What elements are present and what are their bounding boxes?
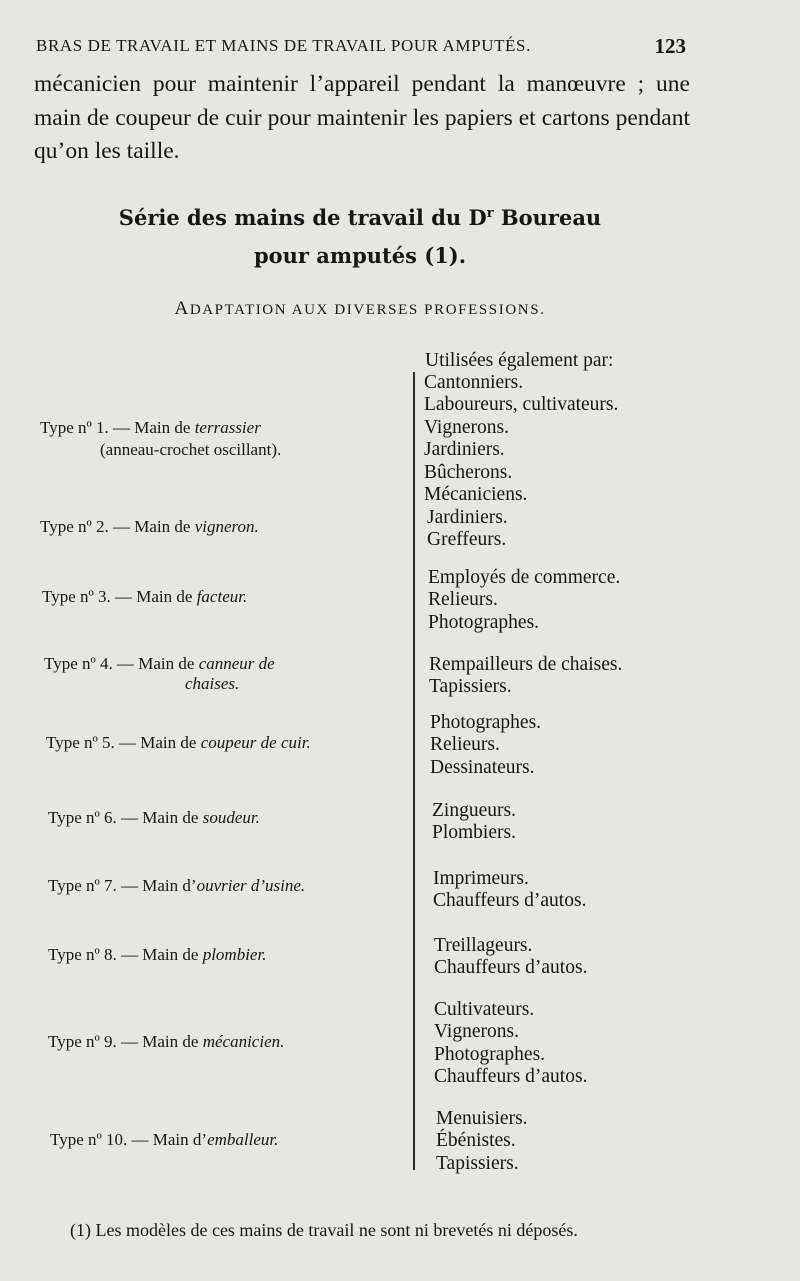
profession-item: Employés de commerce.: [428, 567, 621, 588]
column-divider-rule: [413, 372, 415, 1170]
type-tool: terrassier: [194, 418, 261, 437]
type-entry-2: [40, 517, 259, 537]
type-tool: soudeur.: [202, 808, 260, 827]
profession-item: Chauffeurs d’autos.: [433, 890, 587, 912]
type-dash: —: [131, 1130, 149, 1149]
type-main: Main de: [140, 733, 197, 752]
type-label: Type nº 7.: [48, 876, 117, 895]
profession-item: Cantonniers.: [424, 372, 524, 393]
column-header: Utilisées également par:: [425, 350, 614, 371]
type-dash: —: [115, 587, 133, 606]
profession-item: Photographes.: [434, 1043, 546, 1065]
type-dash: —: [121, 945, 139, 964]
profession-item: Zingueurs.: [432, 800, 516, 821]
type-label: Type nº 5.: [46, 733, 115, 752]
profession-item: Photographes.: [430, 712, 542, 733]
page-number: 123: [654, 34, 686, 58]
subheading-initial: A: [174, 298, 190, 319]
profession-item: Vignerons.: [434, 1021, 519, 1043]
profession-item: Treillageurs.: [434, 935, 533, 956]
section-heading-line-1: [40, 205, 680, 230]
section-heading-line-2: pour amputés (1).: [253, 243, 467, 268]
profession-item: Rempailleurs de chaises.: [429, 654, 623, 675]
type-tool: plombier.: [202, 945, 267, 964]
type-entry-8: [48, 945, 266, 965]
running-head: [36, 34, 686, 60]
profession-item: Chauffeurs d’autos.: [434, 957, 588, 979]
type-main: Main d’: [142, 876, 197, 895]
type-entry-6: [48, 808, 260, 828]
type-entry-5: [46, 733, 311, 753]
type-dash: —: [119, 733, 137, 752]
type-dash: —: [121, 1032, 139, 1051]
type-entry-1: [40, 418, 261, 438]
type-dash: —: [113, 418, 131, 437]
profession-item: Tapissiers.: [429, 676, 512, 698]
type-main: Main de: [134, 517, 191, 536]
profession-item: Photographes.: [428, 611, 540, 633]
type-tool: canneur de: [198, 654, 275, 673]
profession-item: Menuisiers.: [436, 1108, 528, 1129]
type-main: Main de: [142, 808, 199, 827]
profession-item: Chauffeurs d’autos.: [434, 1066, 588, 1088]
heading-text-post: Boureau: [493, 205, 602, 230]
heading-superscript: r: [486, 206, 494, 221]
profession-item: Laboureurs, cultivateurs.: [424, 394, 619, 416]
intro-paragraph: mécanicien pour maintenir l’appareil pendant la manœuvre ; une main de coupeur de cuir pour maintenir les papiers et cartons pendant qu’on les taille.: [34, 71, 690, 164]
type-tool: coupeur de cuir.: [200, 733, 311, 752]
type-label: Type nº 1.: [40, 418, 109, 437]
profession-item: Relieurs.: [428, 589, 498, 611]
type-tool: mécanicien.: [202, 1032, 285, 1051]
profession-item: Plombiers.: [432, 822, 516, 844]
type-dash: —: [113, 517, 131, 536]
type-label: Type nº 10.: [50, 1130, 128, 1149]
type-main: Main de: [136, 587, 193, 606]
profession-item: Jardiniers.: [424, 439, 505, 461]
type-entry-7: [48, 876, 305, 896]
type-main: Main de: [142, 945, 199, 964]
profession-item: Ébénistes.: [436, 1130, 516, 1152]
type-main: Main de: [134, 418, 191, 437]
type-label: Type nº 3.: [42, 587, 111, 606]
type-label: Type nº 2.: [40, 517, 109, 536]
type-dash: —: [121, 808, 139, 827]
profession-item: Greffeurs.: [427, 529, 507, 551]
subheading: [40, 298, 680, 320]
type-tool: emballeur.: [207, 1130, 279, 1149]
type-entry-9: [48, 1032, 284, 1052]
type-label: Type nº 8.: [48, 945, 117, 964]
type-main: Main d’: [152, 1130, 208, 1149]
type-entry-10: [50, 1130, 278, 1150]
type-main: Main de: [138, 654, 195, 673]
profession-item: Bûcherons.: [424, 461, 513, 483]
type-tool: ouvrier d’usine.: [196, 876, 306, 895]
heading-text-pre: Série des mains de travail du D: [118, 205, 487, 230]
type-tool-2: chaises.: [185, 674, 240, 693]
type-dash: —: [117, 654, 135, 673]
profession-item: Imprimeurs.: [433, 868, 529, 889]
subheading-rest: DAPTATION AUX DIVERSES PROFESSIONS.: [189, 302, 546, 318]
profession-item: Vignerons.: [424, 416, 509, 438]
profession-item: Cultivateurs.: [434, 999, 535, 1020]
type-label: Type nº 4.: [44, 654, 113, 673]
type-tool: facteur.: [196, 587, 248, 606]
type-main: Main de: [142, 1032, 199, 1051]
type-entry-4: [44, 654, 275, 674]
type-extra-1: (anneau-crochet oscillant).: [100, 440, 282, 459]
footnote: (1) Les modèles de ces mains de travail ne sont ni brevetés ni déposés.: [70, 1220, 578, 1240]
type-tool: vigneron.: [194, 517, 259, 536]
type-tool-continued-4: [185, 674, 239, 694]
type-dash: —: [121, 876, 139, 895]
type-label: Type nº 6.: [48, 808, 117, 827]
profession-item: Mécaniciens.: [424, 484, 528, 505]
type-entry-3: [42, 587, 247, 607]
profession-item: Tapissiers.: [436, 1152, 519, 1174]
type-label: Type nº 9.: [48, 1032, 117, 1051]
profession-item: Jardiniers.: [427, 507, 508, 528]
profession-item: Relieurs.: [430, 734, 500, 756]
running-title: BRAS DE TRAVAIL ET MAINS DE TRAVAIL POUR AMPUTÉS.: [36, 36, 531, 55]
profession-item: Dessinateurs.: [430, 756, 535, 778]
